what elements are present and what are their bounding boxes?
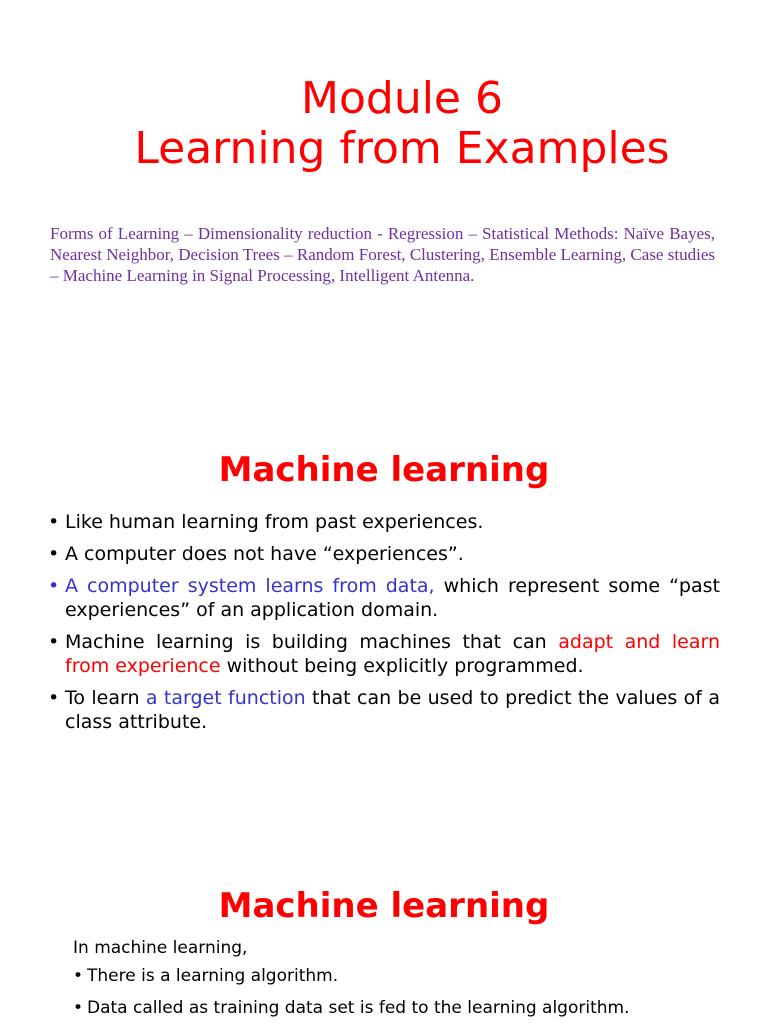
bullet-icon: • (48, 543, 60, 565)
bullet-highlight-blue: a target function (145, 687, 306, 709)
bullet-item (73, 965, 713, 987)
bullet-list (73, 965, 713, 1029)
bullet-icon: • (48, 687, 60, 709)
bullet-item (48, 686, 720, 734)
bullet-highlight-red: adapt and learn from experience (65, 631, 721, 677)
bullet-text: without being explicitly programmed. (220, 655, 584, 677)
bullet-item (48, 630, 720, 678)
module-title (0, 74, 768, 174)
bullet-item (48, 574, 720, 622)
slide-machine-learning-definition (0, 430, 768, 810)
bullet-item (48, 542, 720, 566)
bullet-icon: • (73, 966, 84, 986)
module-number: Module 6 (301, 73, 503, 124)
bullet-icon: • (48, 575, 60, 597)
intro-text: In machine learning, (73, 938, 248, 958)
slide-heading: Machine learning (218, 886, 550, 926)
bullet-icon: • (48, 511, 60, 533)
bullet-icon: • (73, 998, 84, 1018)
slide-machine-learning-process (0, 870, 768, 1024)
bullet-item (73, 997, 713, 1019)
bullet-highlight-blue: A computer system learns from data, (65, 575, 435, 597)
bullet-item (48, 510, 720, 534)
bullet-text: To learn (65, 687, 146, 709)
bullet-icon: • (48, 631, 60, 653)
bullet-text: that can be used to predict the values of a class attribute. (65, 687, 720, 733)
module-name: Learning from Examples (134, 123, 670, 174)
syllabus-text: Forms of Learning – Dimensionality reduction - Regression – Statistical Methods: Naïve Bayes, Nearest Neighbor, Decision Trees – Random Forest, Clustering, Ensemble Learning, Case studies – Machine Learning in Signal Processing, Intelligent Antenna. (50, 224, 715, 285)
slide-heading: Machine learning (218, 450, 550, 490)
slide-title (0, 0, 768, 400)
bullet-text: There is a learning algorithm. (87, 966, 339, 986)
bullet-text: A computer does not have “experiences”. (65, 543, 464, 565)
bullet-list (48, 510, 720, 742)
bullet-text: Data called as training data set is fed to the learning algorithm. (87, 998, 630, 1018)
bullet-text: which represent some “past experiences” of an application domain. (65, 575, 720, 621)
bullet-text: Like human learning from past experiences. (65, 511, 484, 533)
bullet-text: Machine learning is building machines that can (65, 631, 559, 653)
